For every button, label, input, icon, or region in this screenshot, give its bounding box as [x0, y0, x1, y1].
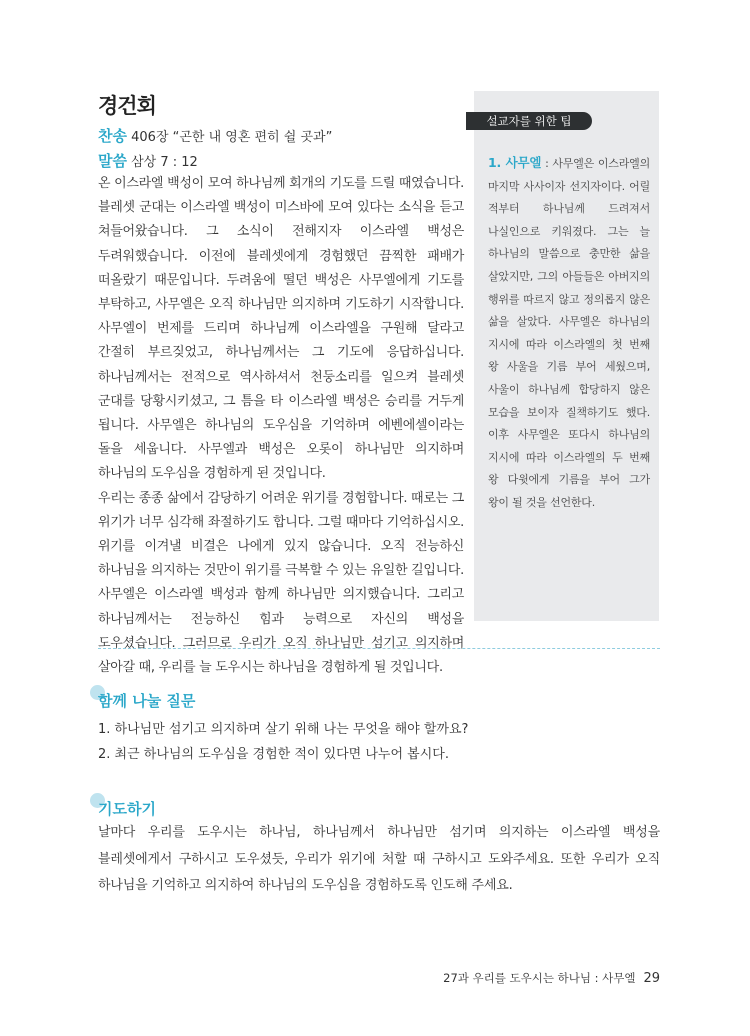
section-title: 경건회	[98, 94, 156, 118]
scripture-text: 삼상 7 : 12	[131, 155, 198, 170]
discussion-question: 2. 최근 하나님의 도우심을 경험한 적이 있다면 나누어 봅시다.	[98, 747, 449, 762]
preacher-tip-tab: 설교자를 위한 팁	[466, 112, 592, 130]
hymn-label: 찬송	[98, 127, 127, 145]
page-number: 29	[643, 971, 660, 986]
scripture-label: 말씀	[98, 152, 127, 170]
tip-number-label: 1. 사무엘	[488, 155, 542, 170]
prayer-heading: 기도하기	[98, 800, 156, 818]
lesson-title: 27과 우리를 도우시는 하나님 : 사무엘	[443, 971, 636, 985]
preacher-tip-text	[488, 152, 650, 515]
hymn-line	[98, 125, 332, 146]
discussion-heading: 함께 나눌 질문	[98, 692, 196, 710]
page-footer	[443, 970, 660, 986]
sermon-paragraph: 우리는 종종 삶에서 감당하기 어려운 위기를 경험합니다. 때로는 그 위기가 너무 심각해 좌절하기도 합니다. 그럴 때마다 기억하십시오. 위기를 이겨낼 비결은 나에게 있지 않습니다. 오직 전능하신 하나님을 의지하는 것만이 위기를 극복할 수 있는 유일한 길입니다. 사무엘은 이스라엘 백성과 함께 하나님만 의지했습니다. 그리고 하나님께서는 전능하신 힘과 능력으로 자신의 백성을 도우셨습니다. 그러므로 우리가 오직 하나님만 섬기고 의지하며 살아갈 때, 우리를 늘 도우시는 하나님을 경험하게 될 것입니다.	[98, 490, 464, 676]
section-divider	[98, 648, 660, 649]
sermon-paragraph: 온 이스라엘 백성이 모여 하나님께 회개의 기도를 드릴 때였습니다. 블레셋 군대는 이스라엘 백성이 미스바에 모여 있다는 소식을 듣고 쳐들어왔습니다. 그 소식이 전해지자 이스라엘 백성은 두려워했습니다. 이전에 블레셋에게 경험했던 끔찍한 패배가 떠올랐기 때문입니다. 두려움에 떨던 백성은 사무엘에게 기도를 부탁하고, 사무엘은 오직 하나님만 의지하며 기도하기 시작합니다. 사무엘이 번제를 드리며 하나님께 이스라엘을 구원해 달라고 간절히 부르짖었고, 하나님께서는 그 기도에 응답하십니다. 하나님께서는 전적으로 역사하셔서 천둥소리를 일으켜 블레셋 군대를 당황시키셨고, 그 틈을 타 이스라엘 백성은 승리를 거두게 됩니다. 사무엘은 하나님의 도우심을 기억하며 에벤에셀이라는 돌을 세웁니다. 사무엘과 백성은 오롯이 하나님만 의지하며 하나님의 도우심을 경험하게 된 것입니다.	[98, 176, 464, 482]
sermon-body	[98, 172, 464, 680]
prayer-text: 날마다 우리를 도우시는 하나님, 하나님께서 하나님만 섬기며 의지하는 이스라엘 백성을 블레셋에게서 구하시고 도우셨듯, 우리가 위기에 처할 때 구하시고 도와주세요. 또한 우리가 오직 하나님을 기억하고 의지하여 하나님의 도우심을 경험하도록 인도해 주세요.	[98, 825, 660, 893]
hymn-text: 406장 “곤한 내 영혼 편히 쉴 곳과”	[131, 130, 333, 145]
scripture-line	[98, 150, 198, 171]
tip-body: : 사무엘은 이스라엘의 마지막 사사이자 선지자이다. 어릴 적부터 하나님께 드려져서 나실인으로 키워졌다. 그는 늘 하나님의 말씀으로 충만한 삶을 살았지만, 그의 아들들은 아버지의 행위를 따르지 않고 정의롭지 않은 삶을 살았다. 사무엘은 하나님의 지시에 따라 이스라엘의 첫 번째 왕 사울을 기름 부어 세웠으며, 사울이 하나님께 합당하지 않은 모습을 보이자 질책하기도 했다. 이후 사무엘은 또다시 하나님의 지시에 따라 이스라엘의 두 번째 왕 다윗에게 기름을 부어 그가 왕이 될 것을 선언한다.	[488, 157, 650, 509]
discussion-question: 1. 하나님만 섬기고 의지하며 살기 위해 나는 무엇을 해야 할까요?	[98, 722, 469, 737]
